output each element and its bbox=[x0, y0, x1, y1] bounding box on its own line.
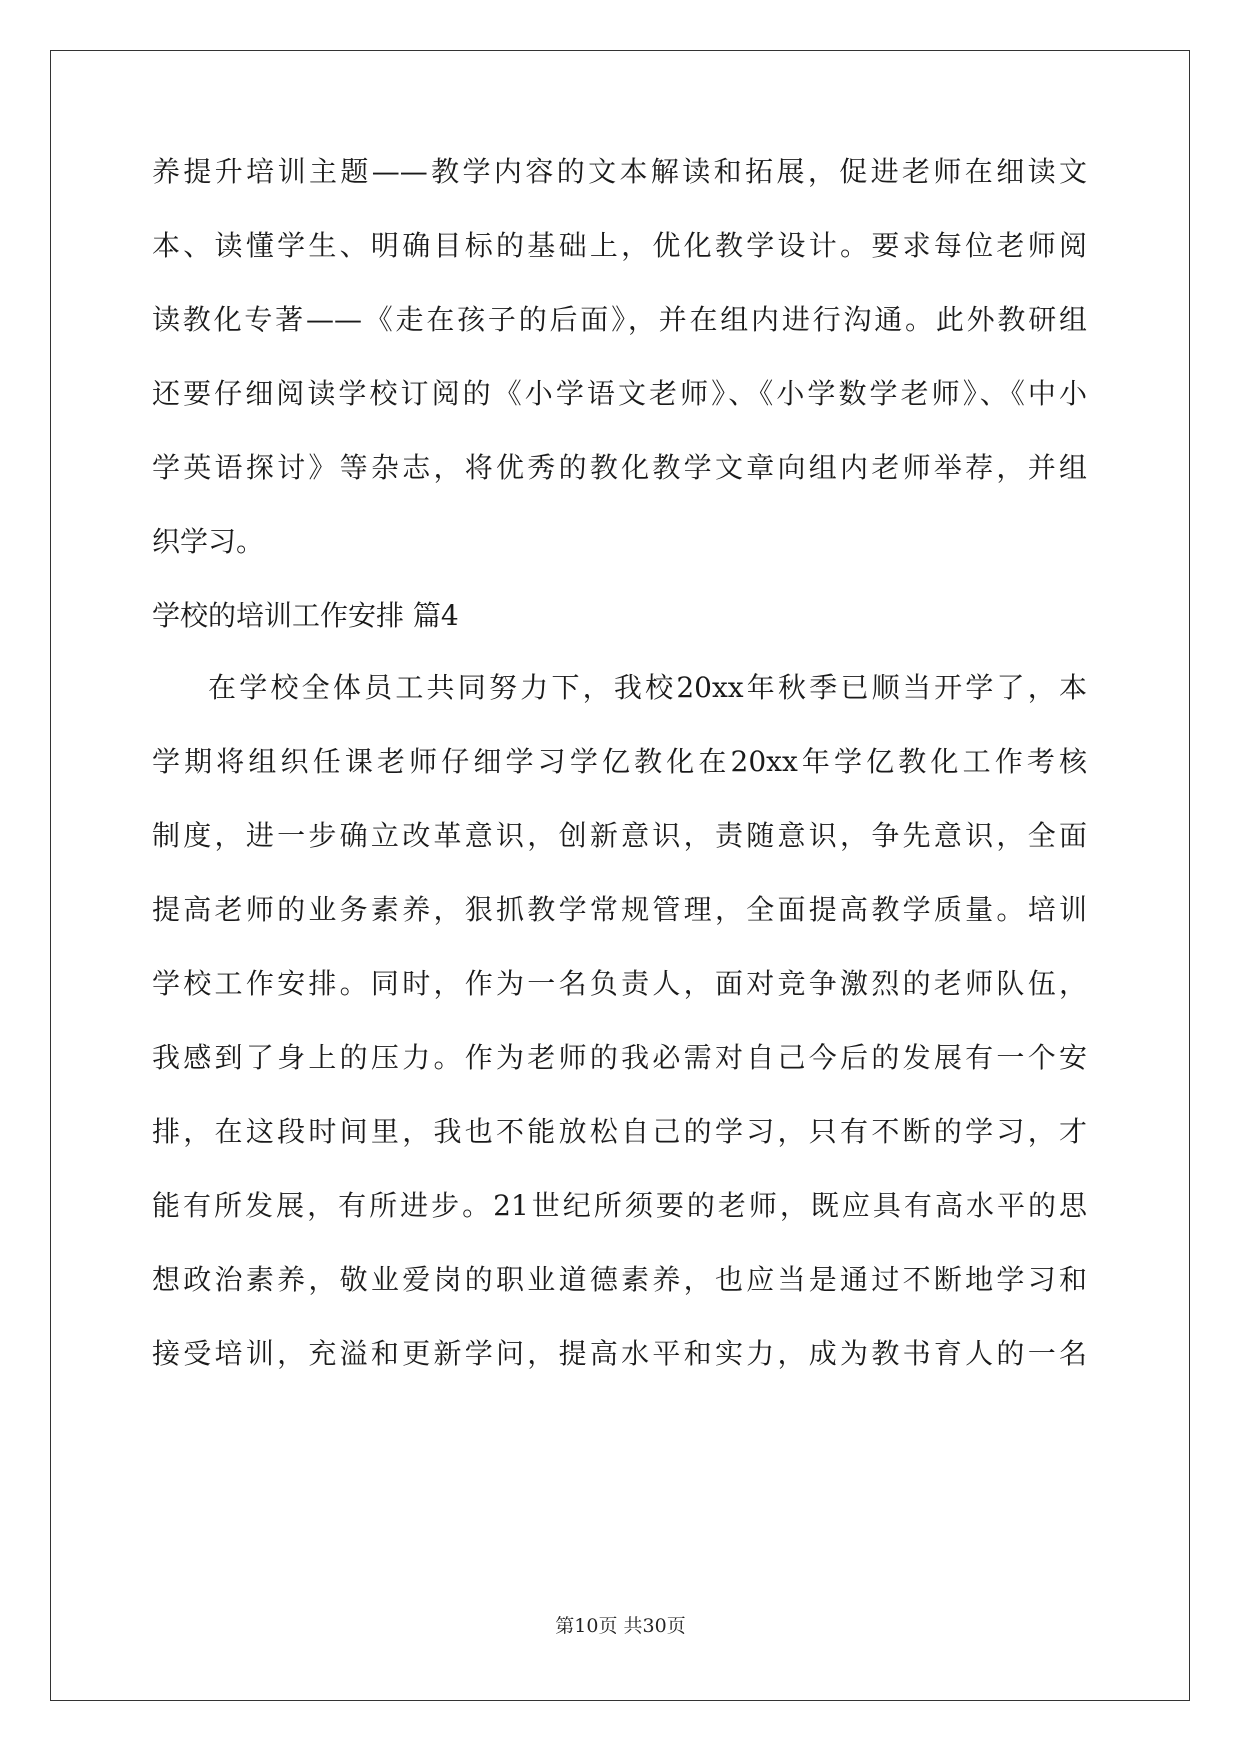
body-text-line: 学英语探讨》等杂志，将优秀的教化教学文章向组内老师举荐，并组 bbox=[152, 451, 1087, 484]
paragraph-line: 在学校全体员工共同努力下，我校20xx年秋季已顺当开学了，本 bbox=[208, 671, 1087, 704]
paragraph-line: 想政治素养，敬业爱岗的职业道德素养，也应当是通过不断地学习和 bbox=[152, 1263, 1087, 1296]
paragraph-line: 学校工作安排。同时，作为一名负责人，面对竞争激烈的老师队伍， bbox=[152, 967, 1087, 1000]
body-text-line: 本、读懂学生、明确目标的基础上，优化教学设计。要求每位老师阅 bbox=[152, 229, 1087, 262]
paragraph-line: 能有所发展，有所进步。21世纪所须要的老师，既应具有高水平的思 bbox=[152, 1189, 1087, 1222]
paragraph-line: 接受培训，充溢和更新学问，提高水平和实力，成为教书育人的一名 bbox=[152, 1337, 1087, 1370]
paragraph-line: 学期将组织任课老师仔细学习学亿教化在20xx年学亿教化工作考核 bbox=[152, 745, 1087, 778]
page-border bbox=[50, 50, 1190, 1701]
paragraph-line: 提高老师的业务素养，狠抓教学常规管理，全面提高教学质量。培训 bbox=[152, 893, 1087, 926]
paragraph-line: 我感到了身上的压力。作为老师的我必需对自己今后的发展有一个安 bbox=[152, 1041, 1087, 1074]
body-text-line: 织学习。 bbox=[152, 525, 265, 558]
body-text-line: 读教化专著——《走在孩子的后面》，并在组内进行沟通。此外教研组 bbox=[152, 303, 1087, 336]
paragraph-line: 制度，进一步确立改革意识，创新意识，责随意识，争先意识，全面 bbox=[152, 819, 1087, 852]
paragraph-line: 排，在这段时间里，我也不能放松自己的学习，只有不断的学习，才 bbox=[152, 1115, 1087, 1148]
page-footer: 第10页 共30页 bbox=[555, 1615, 686, 1637]
section-heading: 学校的培训工作安排 篇4 bbox=[152, 599, 459, 632]
body-text-line: 还要仔细阅读学校订阅的《小学语文老师》、《小学数学老师》、《中小 bbox=[152, 377, 1087, 410]
body-text-line: 养提升培训主题——教学内容的文本解读和拓展，促进老师在细读文 bbox=[152, 155, 1087, 188]
